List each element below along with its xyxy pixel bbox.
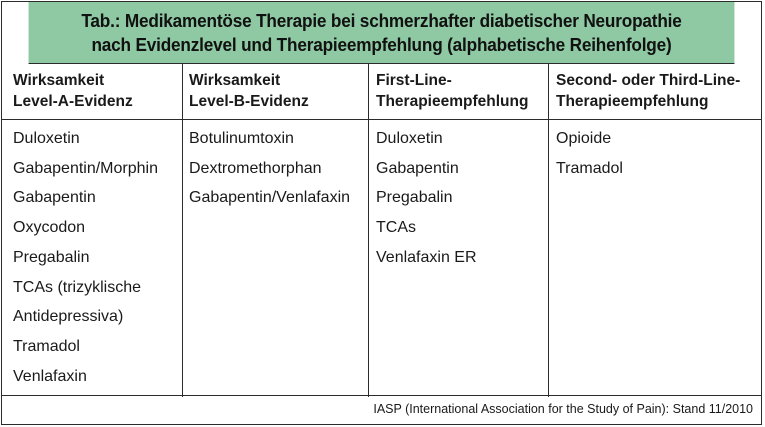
list-item: Botulinumtoxin: [189, 130, 294, 147]
list-item: Tramadol: [556, 159, 623, 177]
column-header: [369, 64, 548, 120]
list-item: Gabapentin/Morphin: [13, 159, 158, 177]
list-item: Venlafaxin ER: [376, 248, 477, 266]
list-item: Pregabalin: [13, 248, 90, 266]
column-header-line: First-Line-: [376, 72, 452, 89]
list-item: Gabapentin/Venlafaxin: [189, 189, 351, 207]
column-level-b: [183, 64, 369, 397]
column-level-a: [2, 64, 183, 397]
drug-list: [549, 120, 761, 183]
list-item: Gabapentin: [376, 159, 459, 177]
column-header-line: Wirksamkeit: [189, 72, 281, 89]
list-item: Oxycodon: [13, 219, 86, 237]
column-header-line: Level-A-Evidenz: [13, 93, 133, 110]
drug-list: [369, 120, 548, 273]
list-item: Antidepressiva): [13, 308, 124, 326]
list-item: Gabapentin: [13, 189, 96, 207]
list-item: Duloxetin: [13, 130, 80, 147]
column-header-line: Therapieempfehlung: [376, 93, 529, 110]
column-first-line: [369, 64, 549, 397]
column-header-line: Therapieempfehlung: [556, 93, 709, 110]
list-item: Venlafaxin: [13, 367, 87, 385]
column-header-line: Second- oder Third-Line-: [556, 72, 741, 89]
table-title: [29, 2, 735, 64]
table-title-line-2: nach Evidenzlevel und Therapieempfehlung (alphabetische Reihenfolge): [91, 33, 672, 55]
column-header: [183, 64, 368, 120]
source-note: IASP (International Association for the Study of Pain): Stand 11/2010: [2, 395, 761, 424]
column-header-line: Wirksamkeit: [13, 72, 105, 89]
list-item: Duloxetin: [376, 130, 443, 147]
list-item: Opioide: [556, 130, 612, 147]
therapy-table: [1, 1, 762, 425]
list-item: Pregabalin: [376, 189, 453, 207]
drug-list: [183, 120, 368, 213]
list-item: TCAs (trizyklische: [13, 278, 142, 296]
table-columns: [2, 64, 761, 397]
column-header-line: Level-B-Evidenz: [189, 93, 309, 110]
column-second-third-line: [549, 64, 761, 397]
column-header: [2, 64, 182, 120]
column-header: [549, 64, 761, 120]
list-item: Tramadol: [13, 337, 80, 355]
drug-list: [2, 120, 182, 391]
list-item: TCAs: [376, 219, 416, 237]
table-title-line-1: Tab.: Medikamentöse Therapie bei schmerzhafter diabetischer Neuropathie: [81, 9, 682, 31]
list-item: Dextromethorphan: [189, 159, 322, 177]
